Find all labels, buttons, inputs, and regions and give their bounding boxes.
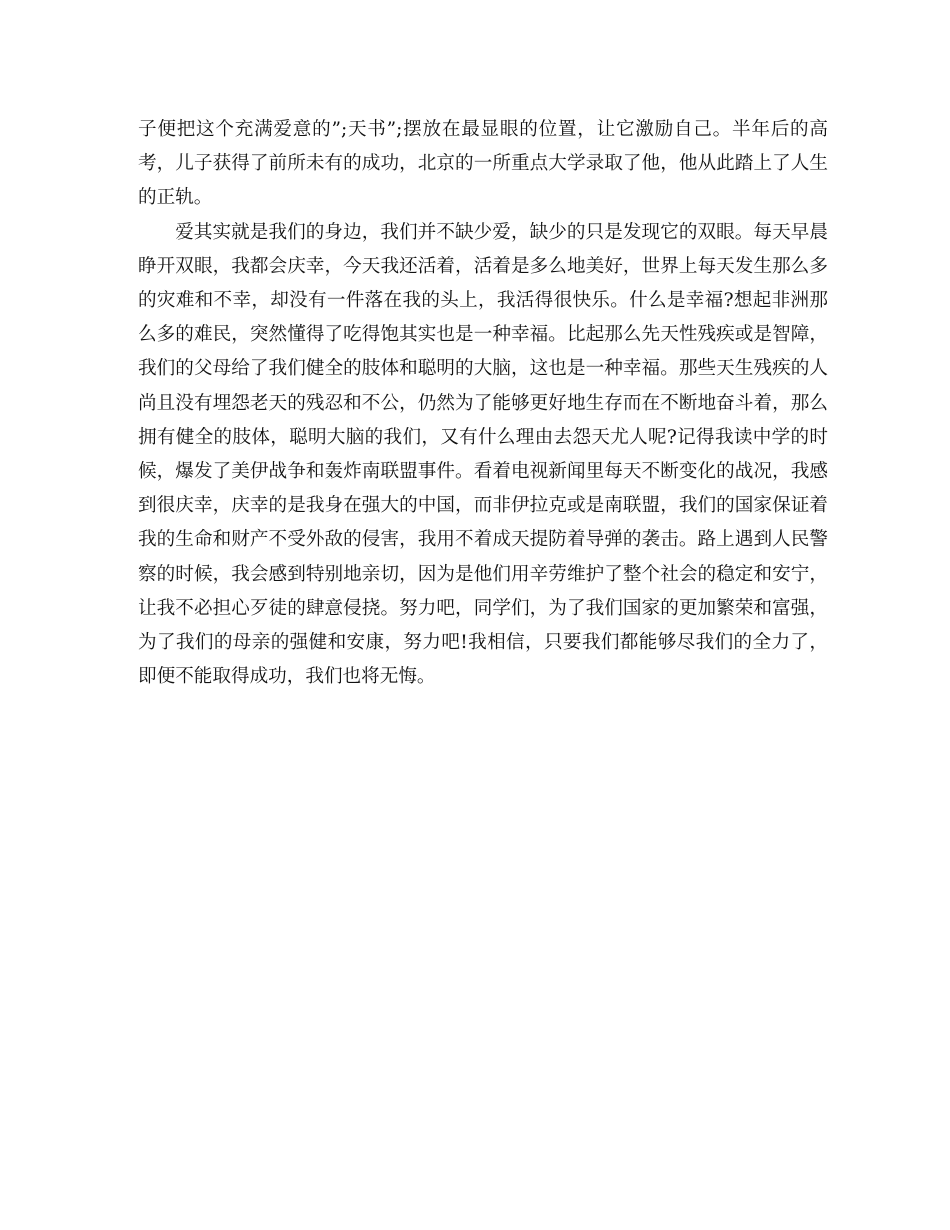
paragraph-main: 爱其实就是我们的身边，我们并不缺少爱，缺少的只是发现它的双眼。每天早晨睁开双眼，我都会庆幸，今天我还活着，活着是多么地美好，世界上每天发生那么多的灾难和不幸，却没有一件落在我的头上，我活得很快乐。什么是幸福?想起非洲那么多的难民，突然懂得了吃得饱其实也是一种幸福。比起那么先天性残疾或是智障，我们的父母给了我们健全的肢体和聪明的大脑，这也是一种幸福。那些天生残疾的人尚且没有埋怨老天的残忍和不公，仍然为了能够更好地生存而在不断地奋斗着，那么拥有健全的肢体，聪明大脑的我们，又有什么理由去怨天尤人呢?记得我读中学的时候，爆发了美伊战争和轰炸南联盟事件。看着电视新闻里每天不断变化的战况，我感到很庆幸，庆幸的是我身在强大的中国，而非伊拉克或是南联盟，我们的国家保证着我的生命和财产不受外敌的侵害，我用不着成天提防着导弹的袭击。路上遇到人民警察的时候，我会感到特别地亲切，因为是他们用辛劳维护了整个社会的稳定和安宁，让我不必担心歹徒的肆意侵挠。努力吧，同学们，为了我们国家的更加繁荣和富强，为了我们的母亲的强健和安康，努力吧!我相信，只要我们都能够尽我们的全力了，即便不能取得成功，我们也将无悔。 — [138, 221, 828, 688]
paragraph-continuation: 子便把这个充满爱意的”;天书”;摆放在最显眼的位置，让它激励自己。半年后的高考，儿子获得了前所未有的成功，北京的一所重点大学录取了他，他从此踏上了人生的正轨。 — [138, 119, 828, 209]
document-body — [138, 113, 828, 694]
